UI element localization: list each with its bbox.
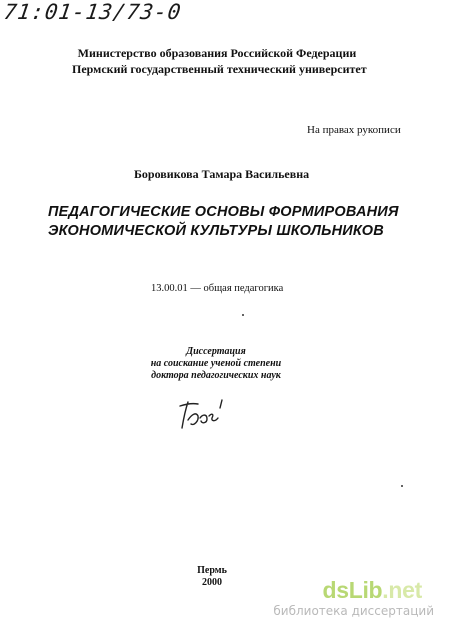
- degree-line-3: доктора педагогических наук: [151, 370, 281, 381]
- watermark-logo-tld: .net: [382, 577, 422, 603]
- degree-line-1: Диссертация: [186, 346, 246, 357]
- degree-line-2: на соискание ученой степени: [150, 358, 282, 369]
- ministry-name: Министерство образования Российской Федерации: [77, 46, 357, 60]
- university-name: Пермский государственный технический университет: [72, 62, 367, 76]
- dissertation-title: [48, 203, 399, 241]
- watermark: [272, 577, 442, 622]
- publication-year: 2000: [202, 577, 222, 588]
- publication-place: [191, 565, 233, 589]
- specialty-code: 13.00.01 — общая педагогика: [151, 283, 284, 294]
- institution-header: [72, 45, 367, 77]
- watermark-subtitle: библиотека диссертаций: [273, 604, 434, 618]
- scan-speck: [401, 485, 403, 487]
- rights-note: На правах рукописи: [307, 124, 401, 136]
- city-name: Пермь: [197, 565, 227, 576]
- handwritten-signature: [176, 396, 232, 440]
- watermark-logo: [322, 577, 422, 604]
- title-line-1: ПЕДАГОГИЧЕСКИЕ ОСНОВЫ ФОРМИРОВАНИЯ: [48, 204, 399, 220]
- author-name: Боровикова Тамара Васильевна: [134, 167, 310, 181]
- archive-number-stamp: 71:01-13/73-0: [2, 0, 184, 24]
- title-line-2: ЭКОНОМИЧЕСКОЙ КУЛЬТУРЫ ШКОЛЬНИКОВ: [48, 223, 384, 239]
- watermark-logo-main: dsLib: [322, 577, 383, 603]
- degree-statement: [145, 346, 287, 382]
- scan-speck: [242, 314, 244, 316]
